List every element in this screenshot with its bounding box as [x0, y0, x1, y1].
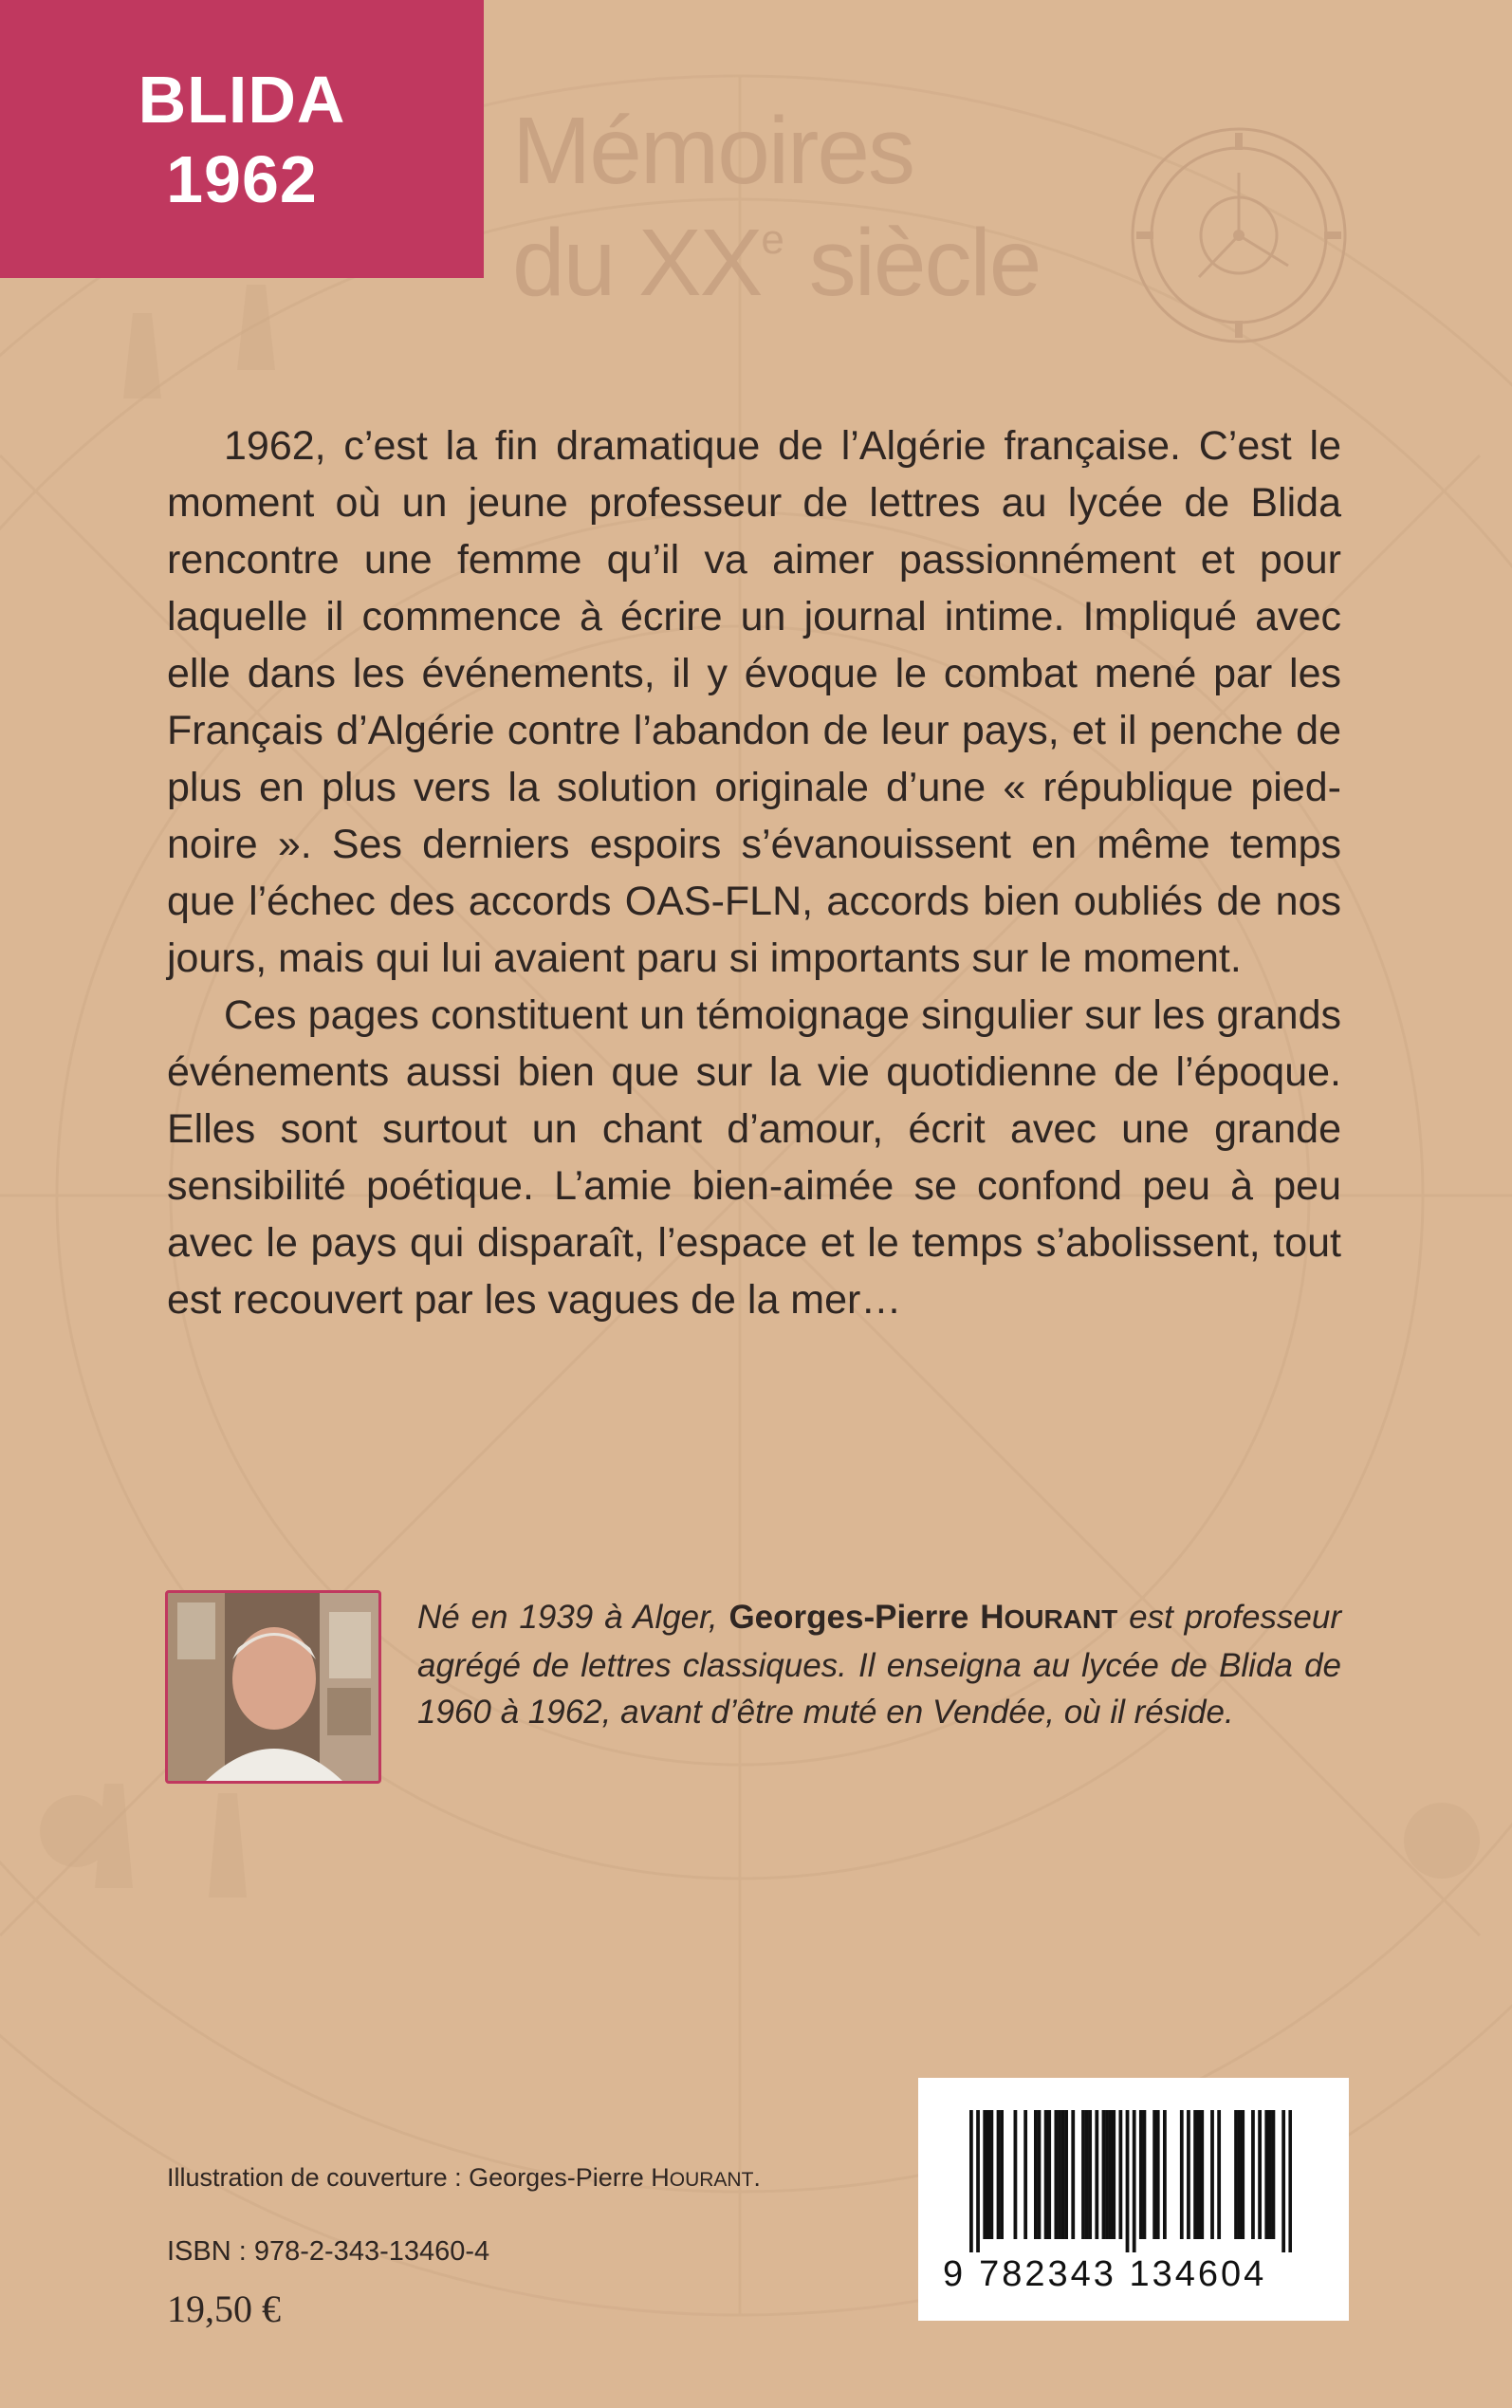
barcode-bar [1210, 2110, 1214, 2239]
author-name-first: Georges-Pierre H [728, 1599, 1005, 1636]
barcode-bar [1272, 2110, 1276, 2239]
barcode-bar [1238, 2110, 1242, 2239]
barcode-bar [1095, 2110, 1098, 2239]
barcode-bar [1143, 2110, 1147, 2239]
bio-rest: est professeur agrégé de lettres classiques. Il enseigna au lycée de Blida de 1960 à 1962, avant d’être muté en Vendée, où il réside. [417, 1599, 1341, 1731]
barcode-bar [1071, 2110, 1075, 2239]
collection-line-2 [512, 195, 1041, 316]
barcode-bar [1258, 2110, 1262, 2239]
barcode-bar [1197, 2110, 1201, 2239]
barcode-bar [1000, 2110, 1004, 2239]
barcode-bar [1187, 2110, 1190, 2239]
barcode-bar [1105, 2110, 1109, 2239]
barcode-bar [1038, 2110, 1042, 2239]
synopsis-paragraph-2: Ces pages constituent un témoignage singulier sur les grands événements aussi bien que sur la vie quotidienne de l’époque. Elles sont surtout un chant d’amour, écrit avec une grande sensibilité poétique. L’amie bien-aimée se confond peu à peu avec le pays qui disparaît, l’espace et le temps s’abolissent, tout est recouvert par les vagues de la mer… [167, 992, 1341, 1323]
credit-prefix: Illustration de couverture : Georges-Pierre H [167, 2163, 670, 2192]
barcode-bar [1054, 2110, 1058, 2239]
bio-intro: Né en 1939 à Alger, [417, 1599, 729, 1636]
author-bio [417, 1594, 1341, 1735]
barcode-bar [1139, 2110, 1143, 2239]
barcode-bar [1109, 2110, 1113, 2239]
barcode-bar [1264, 2110, 1268, 2239]
author-photo [165, 1590, 381, 1784]
barcode-bar [1234, 2110, 1238, 2239]
synopsis [167, 417, 1341, 1328]
collection-name [512, 98, 1041, 316]
collection-superscript: e [761, 216, 784, 263]
credit-small-caps: OURANT [669, 2169, 754, 2191]
barcode-bar [1152, 2110, 1156, 2239]
barcode-group-1: 782343 [979, 2254, 1116, 2294]
barcode-bar [1282, 2110, 1285, 2252]
barcode-bar [989, 2110, 993, 2239]
barcode-bar [1180, 2110, 1184, 2239]
barcode-bar [1014, 2110, 1018, 2239]
barcode-bar [1288, 2110, 1292, 2252]
barcode-lead-digit: 9 [943, 2254, 967, 2294]
barcode-bar [1241, 2110, 1245, 2239]
barcode-bar [976, 2110, 980, 2252]
barcode-bar [1217, 2110, 1221, 2239]
barcode-bar [1085, 2110, 1089, 2239]
synopsis-paragraph-1: 1962, c’est la fin dramatique de l’Algérie française. C’est le moment où un jeune professeur de lettres au lycée de Blida rencontre une femme qu’il va aimer passionnément et pour laquelle il commence à écrire un journal intime. Impliqué avec elle dans les événements, il y évoque le combat mené par les Français d’Algérie contre l’abandon de leur pays, et il penche de plus en plus vers la solution originale d’une « république pied-noire ». Ses derniers espoirs s’évanouissent en même temps que l’échec des accords OAS-FLN, accords bien oubliés de nos jours, mais qui lui avaient paru si importants sur le moment. [167, 423, 1341, 981]
barcode-bar [1126, 2110, 1130, 2252]
credit-suffix: . [753, 2163, 761, 2192]
barcode-bar [1081, 2110, 1085, 2239]
barcode-bar [1088, 2110, 1092, 2239]
barcode-bar [1064, 2110, 1068, 2239]
barcode-bar [997, 2110, 1001, 2239]
barcode-bar [1133, 2110, 1136, 2252]
barcode-bar [1200, 2110, 1204, 2239]
title-block [0, 0, 484, 278]
barcode-bar [1268, 2110, 1272, 2239]
barcode-bar [986, 2110, 990, 2239]
isbn: ISBN : 978-2-343-13460-4 [167, 2236, 490, 2267]
barcode-bar [1044, 2110, 1048, 2239]
barcode-group-2: 134604 [1129, 2254, 1267, 2294]
barcode-bar [1047, 2110, 1051, 2239]
barcode-bar [1193, 2110, 1197, 2239]
barcode-digits [943, 2254, 1332, 2295]
barcode-bar [1251, 2110, 1255, 2239]
barcode-bar [1061, 2110, 1065, 2239]
illustration-credit [167, 2163, 761, 2193]
author-name-small-caps: OURANT [1004, 1604, 1118, 1634]
barcode-bars [969, 2110, 1292, 2252]
clock-icon [1127, 123, 1351, 347]
collection-line-2-prefix: du XX [512, 210, 762, 316]
title-line-1: BLIDA [138, 62, 346, 137]
barcode-bar [1118, 2110, 1122, 2239]
price: 19,50 € [167, 2288, 281, 2330]
barcode [918, 2078, 1349, 2321]
collection-line-1: Mémoires [512, 98, 913, 204]
barcode-bar [1112, 2110, 1116, 2239]
barcode-bar [969, 2110, 973, 2252]
author-name [728, 1599, 1117, 1636]
barcode-bar [1058, 2110, 1061, 2239]
collection-line-2-suffix: siècle [784, 210, 1041, 316]
barcode-bar [1034, 2110, 1038, 2239]
barcode-bar [1163, 2110, 1167, 2239]
barcode-bar [1023, 2110, 1027, 2239]
barcode-bar [1102, 2110, 1106, 2239]
title-line-2: 1962 [166, 141, 318, 216]
barcode-bar [1156, 2110, 1160, 2239]
barcode-bar [983, 2110, 986, 2239]
